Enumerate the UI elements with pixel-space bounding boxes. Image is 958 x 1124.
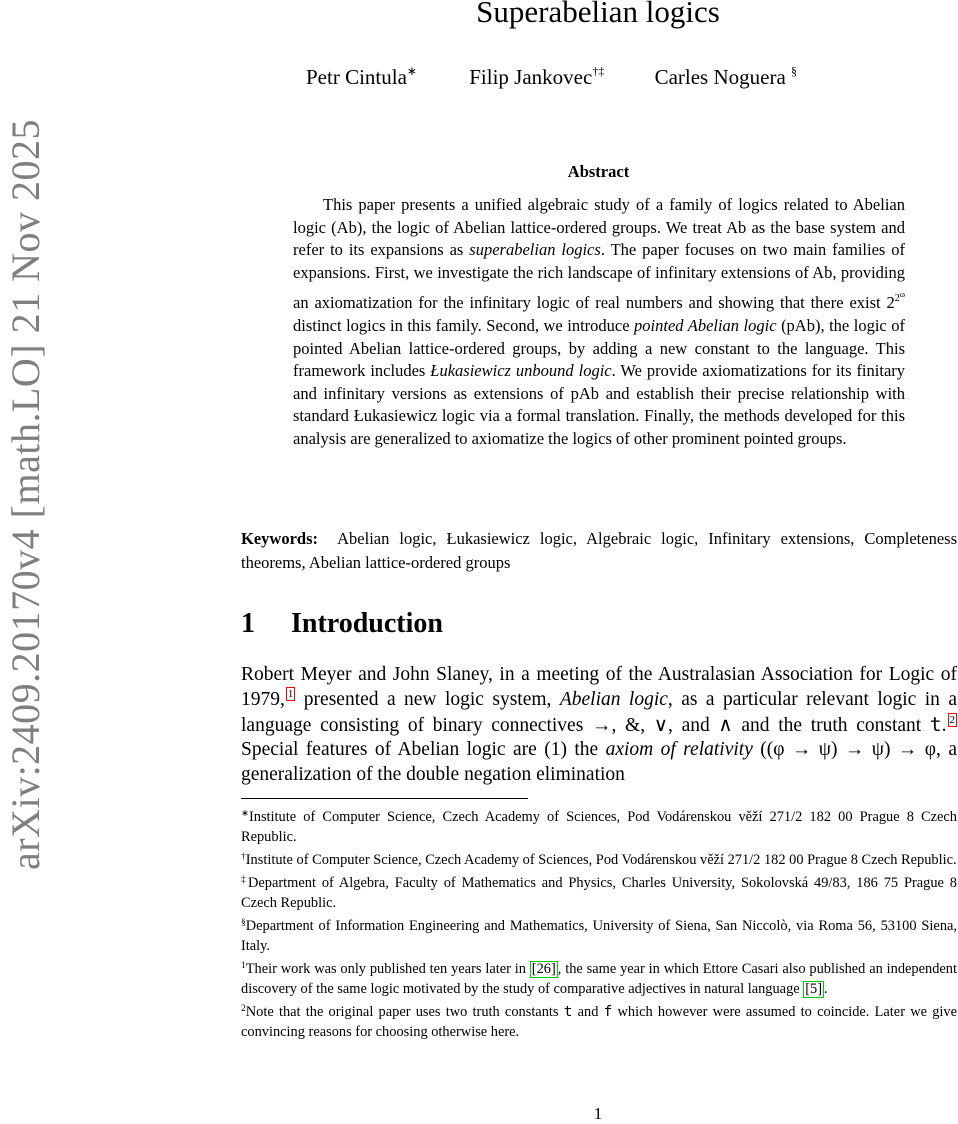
intro-emphasis: Abelian logic [559,689,668,711]
footnote-link-1[interactable]: 1 [287,688,294,701]
footnote-text: Institute of Computer Science, Czech Academy of Sciences, Pod Vodárenskou věží 271/2 182 00 Prague 8 Czech Republic. [245,852,957,868]
footnote-text: . [824,981,828,997]
footnote-2 [241,999,957,1042]
footnote-link-2[interactable]: 2 [949,713,955,726]
footnote-affiliation [241,913,957,956]
footnote-affiliation [241,804,957,847]
abstract-emphasis: pointed Abelian logic [634,315,777,335]
keywords-list: Abelian logic, Łukasiewicz logic, Algebraic logic, Infinitary extensions, Completeness theorems, Abelian lattice-ordered groups [241,529,958,572]
author-3 [655,64,797,90]
abstract-exponent [894,290,905,305]
footnote-mark: ‡ [241,875,249,885]
footnote-1 [241,956,957,999]
author-name: Carles Noguera [654,65,786,89]
author-2 [469,64,604,90]
abstract-body [293,194,905,451]
footnote-mark: 2 [241,1004,246,1014]
intro-text: Special features of Abelian logic are (1) the [241,739,606,761]
author-affiliation-mark: †‡ [592,64,605,78]
author-1 [306,64,417,90]
introduction-paragraph [241,663,957,787]
arxiv-identifier-stamp: arXiv:2409.20170v4 [math.LO] 21 Nov 2025 [3,118,48,870]
footnote-mark: † [241,852,246,862]
intro-text: Robert Meyer and John Slaney, in a meeting of the Australasian Association for Logic of 1979, [241,664,957,711]
paper-title: Superabelian logics [476,0,720,29]
footnote-text: Department of Algebra, Faculty of Mathematics and Physics, Charles University, Sokolovská 49/83, 186 75 Prague 8 Czech Republic. [241,875,957,911]
intro-text: presented a new logic system, [295,689,560,711]
truth-constant: f [603,1004,613,1020]
section-heading [241,608,443,640]
footnote-text: Institute of Computer Science, Czech Academy of Sciences, Pod Vodárenskou věží 271/2 182 00 Prague 8 Czech Republic. [241,809,957,845]
abstract-emphasis: Łukasiewicz unbound logic [430,361,612,381]
keywords [241,527,957,575]
footnote-mark: ∗ [241,809,249,819]
footnote-rule [241,798,528,799]
author-list [306,64,797,90]
abstract-heading: Abstract [567,162,630,181]
abstract-text: This paper presents a unified algebraic study of a family of logics related to Abelian logic (Ab), the logic of Abelian lattice-ordered groups. We treat Ab as the base system and refer to its expansions as [293,195,905,260]
exponent-omega: ω [899,290,905,300]
page-number: 1 [593,1104,603,1123]
footnotes [241,804,957,1042]
keywords-label: Keywords: [241,529,318,548]
citation-link-26[interactable]: [26] [531,961,556,977]
section-title: Introduction [291,608,443,639]
abstract-text: (pAb), the logic of pointed Abelian lattice-ordered groups, by adding a new constant to the language. This framework includes [293,315,905,381]
author-affiliation-mark: § [791,64,798,78]
citation-link-5[interactable]: [5] [805,981,823,997]
footnote-text: and [572,1004,604,1020]
abstract-text: . The paper focuses on two main families of expansions. First, we investigate the rich landscape of infinitary extensions of Ab, providing an axiomatization for the infinitary logic of real numbers and showing that there exist 2 [293,240,906,313]
intro-text: , as a particular relevant logic in a language consisting of binary connectives →, &, ∨, and ∧ and the truth constant [241,689,958,736]
truth-constant: t [563,1004,573,1020]
abstract-emphasis: superabelian logics [469,240,601,260]
footnote-mark: § [241,918,246,928]
author-name: Petr Cintula [306,65,407,89]
author-affiliation-mark: ∗ [406,64,417,78]
intro-emphasis: axiom of relativity [605,739,753,761]
intro-text: . [941,714,947,736]
footnote-text: which however were assumed to coincide. Later we give convincing reasons for choosing otherwise here. [241,1004,957,1040]
abstract-text: . We provide axiomatizations for its finitary and infinitary versions as extensions of pAb and establish their precise relationship with standard Łukasiewicz logic via a formal translation. Finally, the methods developed for this analysis are generalized to axiomatize the logics of other prominent pointed groups. [293,361,906,448]
footnote-text: Their work was only published ten years later in [245,961,530,977]
footnote-text: Note that the original paper uses two truth constants [245,1004,564,1020]
footnote-text: Department of Information Engineering and Mathematics, University of Siena, San Niccolò, via Roma 56, 53100 Siena, Italy. [241,918,957,954]
footnote-affiliation [241,847,957,870]
footnote-affiliation [241,870,957,913]
intro-text: ((φ → ψ) → ψ) → φ, a generalization of the double negation elimination [241,739,957,785]
footnote-text: , the same year in which Ettore Casari also published an independent discovery of the same logic motivated by the study of comparative adjectives in natural language [241,961,957,997]
author-name: Filip Jankovec [469,65,593,89]
section-number: 1 [241,608,255,639]
footnote-mark: 1 [241,961,246,971]
truth-constant: t [929,712,942,736]
exponent-base: 2 [894,293,900,305]
abstract-text: distinct logics in this family. Second, we introduce [293,315,635,335]
